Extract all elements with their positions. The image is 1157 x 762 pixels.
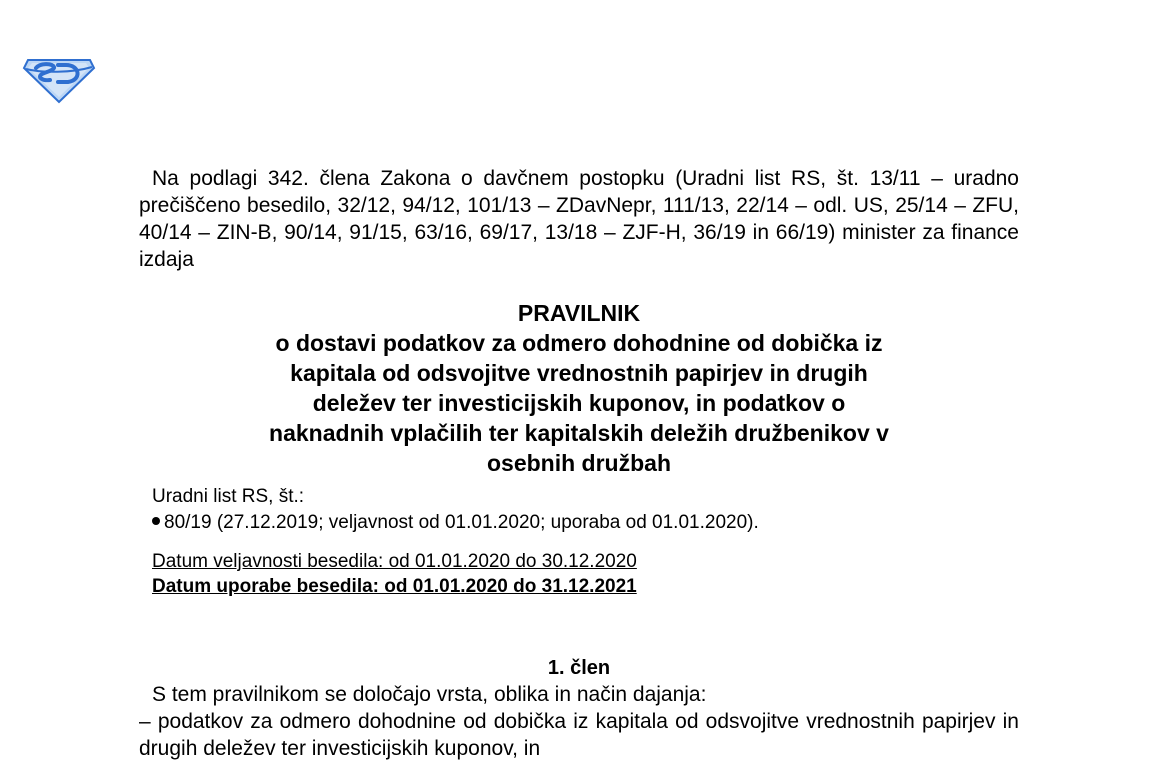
gazette-label: Uradni list RS, št.: <box>152 486 305 507</box>
article-item-1: – podatkov za odmero dohodnine od dobička iz kapitala od odsvojitve vrednostnih papirjev in drugih deležev ter investicijskih kuponov, in <box>139 710 1019 760</box>
gazette-item-text: 80/19 (27.12.2019; veljavnost od 01.01.2020; uporaba od 01.01.2020). <box>164 512 759 533</box>
title-main: PRAVILNIK <box>517 300 641 326</box>
gazette-item <box>152 510 759 536</box>
article-intro: S tem pravilnikom se določajo vrsta, oblika in način dajanja: <box>152 683 707 706</box>
official-gazette-block <box>152 484 759 536</box>
article-heading: 1. člen <box>547 657 611 679</box>
regulation-title <box>139 298 1019 478</box>
publisher-logo <box>22 50 96 104</box>
preamble-text: Na podlagi 342. člena Zakona o davčnem postopku (Uradni list RS, št. 13/11 – uradno prečiščeno besedilo, 32/12, 94/12, 101/13 – ZDavNepr, 111/13, 22/14 – odl. US, 25/14 – ZFU, 40/14 – ZIN-B, 90/14, 91/15, 63/16, 69/17, 13/18 – ZJF-H, 36/19 in 66/19) minister za finance izdaja <box>139 167 1019 271</box>
article-body <box>139 681 1019 762</box>
validity-date: Datum veljavnosti besedila: od 01.01.2020 do 30.12.2020 <box>152 551 637 572</box>
dates-block <box>152 549 637 599</box>
application-date: Datum uporabe besedila: od 01.01.2020 do 31.12.2021 <box>152 576 637 597</box>
bullet-icon <box>152 517 160 525</box>
title-subtitle: o dostavi podatkov za odmero dohodnine od dobička iz kapitala od odsvojitve vrednostnih papirjev in drugih deležev ter investicijskih kuponov, in podatkov o naknadnih vplačilih ter kapitalskih deležih družbenikov v osebnih družbah <box>269 330 889 476</box>
